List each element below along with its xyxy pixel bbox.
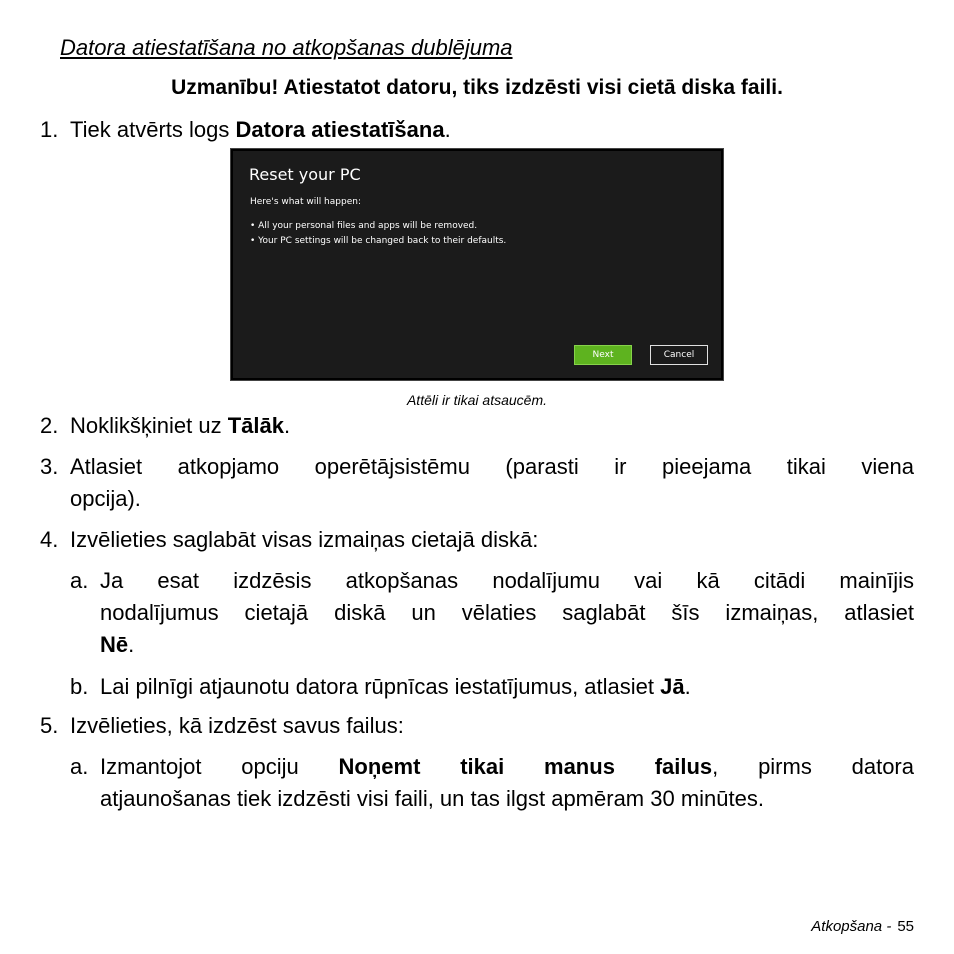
- dialog-panel: [233, 151, 721, 378]
- step-bold: Tālāk: [227, 413, 284, 438]
- step-text: Izvēlieties saglabāt visas izmaiņas cietajā diskā:: [70, 527, 539, 552]
- warning-text: Uzmanību! Atiestatot datoru, tiks izdzēsti visi cietā diska faili.: [171, 76, 783, 99]
- substep-text: Izmantojot opciju: [100, 754, 339, 779]
- step-number: 2.: [40, 413, 59, 438]
- next-button[interactable]: Next: [574, 345, 632, 365]
- substep-letter: a.: [70, 568, 89, 593]
- substep-text: Lai pilnīgi atjaunotu datora rūpnīcas iestatījumus, atlasiet: [100, 674, 661, 699]
- step-punct: .: [444, 117, 451, 142]
- step-5: [40, 710, 914, 742]
- substep-text: nodalījumus cietajā diskā un vēlaties saglabāt šīs izmaiņas, atlasiet: [100, 600, 914, 625]
- substep-5a: [70, 751, 914, 815]
- substep-bold: Jā: [660, 674, 685, 699]
- step-bold: Datora atiestatīšana: [235, 117, 445, 142]
- substep-text: atjaunošanas tiek izdzēsti visi faili, un tas ilgst apmēram 30 minūtes.: [100, 786, 764, 811]
- step-number: 3.: [40, 454, 59, 479]
- dialog-subtitle: Here's what will happen:: [250, 197, 361, 207]
- substep-punct: .: [128, 632, 135, 657]
- cancel-button[interactable]: Cancel: [650, 345, 708, 365]
- step-text: opcija).: [70, 486, 141, 511]
- substep-4b: [70, 671, 914, 703]
- figure-caption: Attēli ir tikai atsaucēm.: [406, 392, 548, 408]
- step-2: [40, 410, 914, 442]
- section-heading: Datora atiestatīšana no atkopšanas dublējuma: [60, 35, 513, 60]
- substep-punct: .: [684, 674, 691, 699]
- dialog-title: Reset your PC: [249, 165, 361, 184]
- step-number: 4.: [40, 527, 59, 552]
- step-text: Atlasiet atkopjamo operētājsistēmu (parasti ir pieejama tikai viena: [70, 454, 914, 479]
- footer-section: Atkopšana -: [811, 918, 892, 935]
- substep-text: , pirms datora: [712, 754, 914, 779]
- step-punct: .: [283, 413, 291, 438]
- substep-4a: [70, 565, 914, 661]
- substep-letter: a.: [70, 754, 89, 779]
- step-number: 5.: [40, 713, 59, 738]
- page-footer: [811, 918, 914, 935]
- step-4: [40, 524, 914, 556]
- step-text: Tiek atvērts logs: [70, 117, 236, 142]
- step-1: [40, 114, 914, 146]
- page-number: 55: [897, 918, 914, 935]
- dialog-bullet: • Your PC settings will be changed back to their defaults.: [250, 236, 507, 246]
- substep-bold: Nē: [100, 632, 129, 657]
- dialog-bullets: [250, 219, 506, 249]
- substep-letter: b.: [70, 674, 89, 699]
- step-3: [40, 451, 914, 515]
- substep-line: [100, 751, 914, 783]
- dialog-bullet: • All your personal files and apps will be removed.: [250, 221, 478, 231]
- reset-pc-screenshot: [230, 148, 724, 381]
- substep-text: Ja esat izdzēsis atkopšanas nodalījumu vai kā citādi mainījis: [100, 568, 914, 593]
- step-text: Noklikšķiniet uz: [70, 413, 228, 438]
- step-number: 1.: [40, 117, 59, 142]
- substep-bold: Noņemt tikai manus failus: [338, 754, 713, 779]
- step-text: Izvēlieties, kā izdzēst savus failus:: [70, 713, 404, 738]
